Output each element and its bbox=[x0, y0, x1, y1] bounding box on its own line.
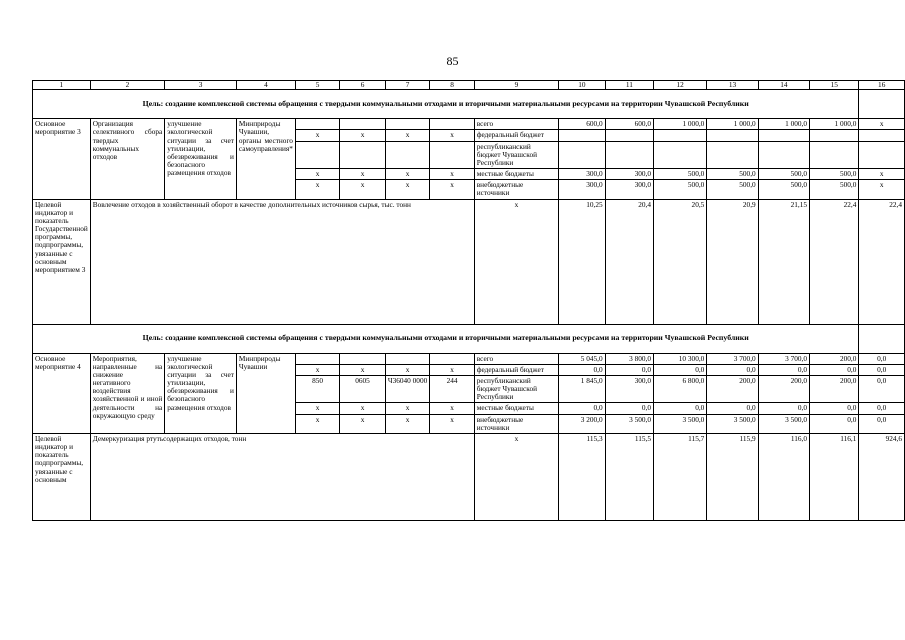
funding-value: x bbox=[859, 180, 905, 199]
budget-code-cell: x bbox=[385, 180, 430, 199]
funding-value: 0,0 bbox=[559, 403, 605, 414]
budget-code-cell: 244 bbox=[430, 375, 474, 403]
indicator-cell: x bbox=[474, 433, 558, 520]
funding-value bbox=[654, 130, 707, 141]
event-outcome: улучшение экологической ситуации за счет утилизации, обезвреживания и безопасного размещения отходов bbox=[165, 119, 237, 199]
indicator-value: 20,5 bbox=[654, 199, 707, 324]
budget-code-cell: x bbox=[340, 180, 385, 199]
column-number: 11 bbox=[605, 81, 653, 90]
funding-value bbox=[859, 141, 905, 169]
budget-code-cell: x bbox=[430, 364, 474, 375]
funding-source: внебюджетные источники bbox=[474, 414, 558, 433]
funding-value bbox=[559, 141, 605, 169]
column-number: 14 bbox=[758, 81, 809, 90]
column-number: 15 bbox=[810, 81, 859, 90]
indicator-value: 20,9 bbox=[707, 199, 758, 324]
budget-code-cell bbox=[340, 119, 385, 130]
goal-empty-cell bbox=[859, 324, 905, 353]
budget-code-cell bbox=[385, 353, 430, 364]
indicator-value: 22,4 bbox=[859, 199, 905, 324]
budget-code-cell bbox=[295, 141, 339, 169]
column-number: 5 bbox=[295, 81, 339, 90]
column-number: 10 bbox=[559, 81, 605, 90]
funding-value: 200,0 bbox=[758, 375, 809, 403]
funding-value: 1 000,0 bbox=[707, 119, 758, 130]
funding-source: республиканский бюджет Чувашской Республики bbox=[474, 375, 558, 403]
indicator-description: Вовлечение отходов в хозяйственный оборот в качестве дополнительных источников сырья, тыс. тонн bbox=[90, 199, 474, 324]
budget-code-cell: x bbox=[295, 169, 339, 180]
funding-value bbox=[758, 130, 809, 141]
funding-value bbox=[654, 141, 707, 169]
budget-code-cell: x bbox=[340, 414, 385, 433]
funding-value: 3 500,0 bbox=[605, 414, 653, 433]
event-description: Мероприятия, направленные на снижение негативного воздействия хозяйственной и иной деятельности на окружающую среду bbox=[90, 353, 164, 433]
budget-code-cell: x bbox=[385, 364, 430, 375]
funding-value: 3 500,0 bbox=[707, 414, 758, 433]
budget-code-cell bbox=[295, 353, 339, 364]
indicator-value: 21,15 bbox=[758, 199, 809, 324]
funding-value: x bbox=[859, 119, 905, 130]
funding-value: 300,0 bbox=[605, 180, 653, 199]
funding-value: 600,0 bbox=[559, 119, 605, 130]
indicator-value: 10,25 bbox=[559, 199, 605, 324]
funding-source: всего bbox=[474, 119, 558, 130]
funding-value: 0,0 bbox=[859, 353, 905, 364]
funding-value bbox=[810, 130, 859, 141]
indicator-value: 20,4 bbox=[605, 199, 653, 324]
funding-value: 0,0 bbox=[758, 364, 809, 375]
budget-code-cell bbox=[295, 119, 339, 130]
funding-value: 500,0 bbox=[707, 169, 758, 180]
page-number: 85 bbox=[446, 54, 459, 68]
indicator-value: 115,5 bbox=[605, 433, 653, 520]
table-row bbox=[33, 119, 905, 130]
funding-source: федеральный бюджет bbox=[474, 130, 558, 141]
column-number: 4 bbox=[236, 81, 295, 90]
funding-value: 3 800,0 bbox=[605, 353, 653, 364]
funding-value: 0,0 bbox=[810, 364, 859, 375]
budget-code-cell bbox=[385, 119, 430, 130]
budget-code-cell bbox=[340, 353, 385, 364]
funding-value: 0,0 bbox=[859, 364, 905, 375]
budget-code-cell: x bbox=[295, 414, 339, 433]
funding-value: 0,0 bbox=[707, 403, 758, 414]
funding-value: 500,0 bbox=[707, 180, 758, 199]
goal-row bbox=[33, 90, 905, 119]
event-outcome: улучшение экологической ситуации за счет утилизации, обезвреживания и безопасного размещения отходов bbox=[165, 353, 237, 433]
funding-value: 200,0 bbox=[810, 353, 859, 364]
funding-value: 300,0 bbox=[605, 169, 653, 180]
budget-code-cell: x bbox=[430, 403, 474, 414]
funding-value: 500,0 bbox=[810, 169, 859, 180]
funding-value: 200,0 bbox=[707, 375, 758, 403]
funding-value: 0,0 bbox=[810, 414, 859, 433]
indicator-cell: x bbox=[474, 199, 558, 324]
budget-code-cell bbox=[385, 141, 430, 169]
budget-code-cell: 0605 bbox=[340, 375, 385, 403]
indicator-row bbox=[33, 199, 905, 324]
budget-code-cell bbox=[430, 119, 474, 130]
budget-code-cell: Ч36040 0000 bbox=[385, 375, 430, 403]
event-name: Основное мероприятие 3 bbox=[33, 119, 91, 199]
goal-empty-cell bbox=[859, 90, 905, 119]
funding-value: 500,0 bbox=[810, 180, 859, 199]
funding-value: 200,0 bbox=[810, 375, 859, 403]
funding-value: 500,0 bbox=[654, 169, 707, 180]
indicator-value: 116,0 bbox=[758, 433, 809, 520]
funding-value: 3 500,0 bbox=[758, 414, 809, 433]
column-number: 9 bbox=[474, 81, 558, 90]
budget-code-cell bbox=[340, 141, 385, 169]
funding-value: 1 000,0 bbox=[654, 119, 707, 130]
funding-value: x bbox=[859, 169, 905, 180]
indicator-value: 116,1 bbox=[810, 433, 859, 520]
budget-code-cell: x bbox=[430, 169, 474, 180]
budget-code-cell: x bbox=[295, 403, 339, 414]
funding-value: 500,0 bbox=[758, 180, 809, 199]
indicator-value: 115,3 bbox=[559, 433, 605, 520]
funding-value: 300,0 bbox=[559, 169, 605, 180]
indicator-value: 22,4 bbox=[810, 199, 859, 324]
budget-code-cell: x bbox=[295, 180, 339, 199]
column-number: 3 bbox=[165, 81, 237, 90]
funding-value: 1 845,0 bbox=[559, 375, 605, 403]
funding-value: 0,0 bbox=[859, 375, 905, 403]
funding-value: 5 045,0 bbox=[559, 353, 605, 364]
funding-source: местные бюджеты bbox=[474, 169, 558, 180]
budget-code-cell: x bbox=[340, 364, 385, 375]
event-executor: Минприроды Чувашии, органы местного самоуправления* bbox=[236, 119, 295, 199]
program-table bbox=[32, 80, 905, 521]
funding-source: внебюджетные источники bbox=[474, 180, 558, 199]
indicator-row bbox=[33, 433, 905, 520]
funding-value: 3 700,0 bbox=[707, 353, 758, 364]
funding-value: 6 800,0 bbox=[654, 375, 707, 403]
column-number: 12 bbox=[654, 81, 707, 90]
funding-value: 300,0 bbox=[605, 375, 653, 403]
funding-value: 0,0 bbox=[605, 364, 653, 375]
funding-value: 0,0 bbox=[707, 364, 758, 375]
funding-value: 1 000,0 bbox=[810, 119, 859, 130]
indicator-name: Целевой индикатор и показатель Государственной программы, подпрограммы, увязанные с основным мероприятием 3 bbox=[33, 199, 91, 324]
indicator-description: Демеркуризация ртутьсодержащих отходов, тонн bbox=[90, 433, 474, 520]
funding-value bbox=[707, 141, 758, 169]
funding-value bbox=[859, 130, 905, 141]
indicator-value: 115,9 bbox=[707, 433, 758, 520]
column-number: 7 bbox=[385, 81, 430, 90]
funding-source: местные бюджеты bbox=[474, 403, 558, 414]
funding-value: 1 000,0 bbox=[758, 119, 809, 130]
funding-value bbox=[758, 141, 809, 169]
funding-value: 300,0 bbox=[559, 180, 605, 199]
indicator-value: 924,6 bbox=[859, 433, 905, 520]
budget-code-cell: x bbox=[295, 130, 339, 141]
funding-value: 0,0 bbox=[605, 403, 653, 414]
funding-value: 600,0 bbox=[605, 119, 653, 130]
column-number: 16 bbox=[859, 81, 905, 90]
funding-value bbox=[605, 141, 653, 169]
funding-source: республиканский бюджет Чувашской Республики bbox=[474, 141, 558, 169]
indicator-value: 115,7 bbox=[654, 433, 707, 520]
budget-code-cell: x bbox=[430, 180, 474, 199]
event-executor: Минприроды Чувашии bbox=[236, 353, 295, 433]
budget-code-cell: x bbox=[340, 403, 385, 414]
funding-value bbox=[810, 141, 859, 169]
event-name: Основное мероприятие 4 bbox=[33, 353, 91, 433]
column-number: 1 bbox=[33, 81, 91, 90]
funding-value: 10 300,0 bbox=[654, 353, 707, 364]
indicator-name: Целевой индикатор и показатель подпрограммы, увязанные с основным bbox=[33, 433, 91, 520]
column-number-row bbox=[33, 81, 905, 90]
funding-value: 500,0 bbox=[758, 169, 809, 180]
funding-value: 3 500,0 bbox=[654, 414, 707, 433]
funding-source: федеральный бюджет bbox=[474, 364, 558, 375]
budget-code-cell: x bbox=[340, 130, 385, 141]
funding-value: 500,0 bbox=[654, 180, 707, 199]
budget-code-cell bbox=[430, 353, 474, 364]
budget-code-cell: x bbox=[385, 403, 430, 414]
budget-code-cell: x bbox=[430, 414, 474, 433]
funding-value: 0,0 bbox=[758, 403, 809, 414]
funding-value bbox=[707, 130, 758, 141]
column-number: 13 bbox=[707, 81, 758, 90]
budget-code-cell: x bbox=[340, 169, 385, 180]
table-row bbox=[33, 353, 905, 364]
budget-code-cell: 850 bbox=[295, 375, 339, 403]
goal-heading: Цель: создание комплексной системы обращения с твердыми коммунальными отходами и вторичными материальными ресурсами на территории Чувашской Республики bbox=[33, 90, 859, 119]
event-description: Организация селективного сбора твердых коммунальных отходов bbox=[90, 119, 164, 199]
funding-value: 0,0 bbox=[859, 414, 905, 433]
funding-value: 0,0 bbox=[654, 403, 707, 414]
budget-code-cell: x bbox=[385, 169, 430, 180]
funding-value bbox=[559, 130, 605, 141]
budget-code-cell: x bbox=[385, 414, 430, 433]
column-number: 6 bbox=[340, 81, 385, 90]
funding-value: 0,0 bbox=[859, 403, 905, 414]
column-number: 8 bbox=[430, 81, 474, 90]
funding-value bbox=[605, 130, 653, 141]
funding-value: 0,0 bbox=[559, 364, 605, 375]
budget-code-cell: x bbox=[385, 130, 430, 141]
budget-code-cell bbox=[430, 141, 474, 169]
funding-value: 3 200,0 bbox=[559, 414, 605, 433]
funding-source: всего bbox=[474, 353, 558, 364]
column-number: 2 bbox=[90, 81, 164, 90]
goal-row bbox=[33, 324, 905, 353]
budget-code-cell: x bbox=[295, 364, 339, 375]
goal-heading: Цель: создание комплексной системы обращения с твердыми коммунальными отходами и вторичными материальными ресурсами на территории Чувашской Республики bbox=[33, 324, 859, 353]
funding-value: 0,0 bbox=[810, 403, 859, 414]
funding-value: 0,0 bbox=[654, 364, 707, 375]
funding-value: 3 700,0 bbox=[758, 353, 809, 364]
budget-code-cell: x bbox=[430, 130, 474, 141]
